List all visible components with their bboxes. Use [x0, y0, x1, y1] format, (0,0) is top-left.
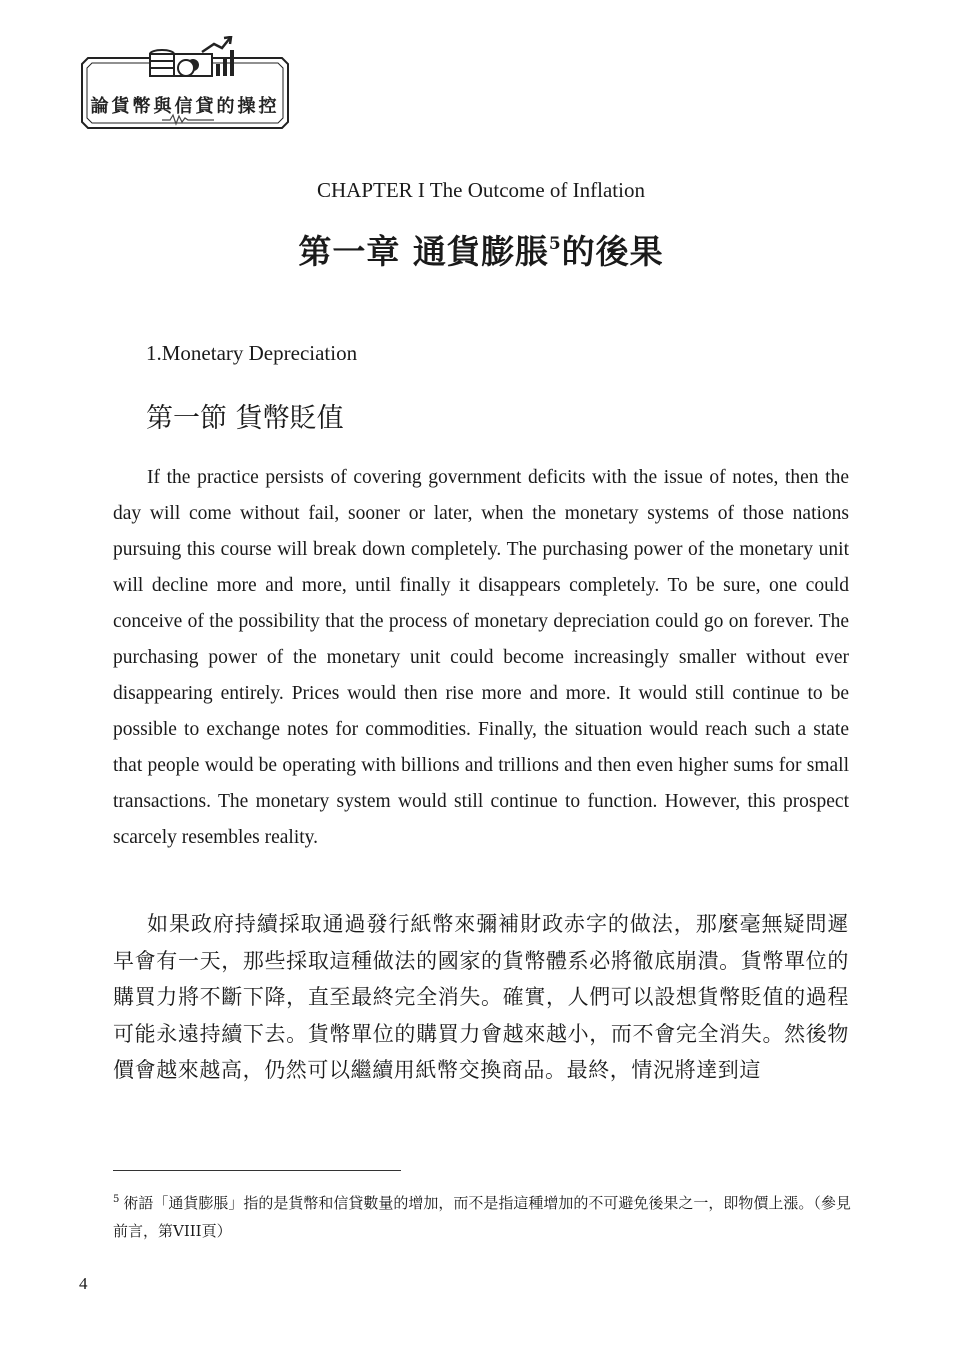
footnote-divider [113, 1170, 401, 1171]
footnote [113, 1186, 853, 1245]
chapter-title-zh-main: 第一章 通貨膨脹 [298, 232, 549, 271]
footnote-text: 術語「通貨膨脹」指的是貨幣和信貸數量的增加，而不是指這種增加的不可避免後果之一，即物價上漲。（參見前言，第VIII頁） [113, 1194, 851, 1240]
chapter-title-zh-suffix: 的後果 [561, 232, 664, 271]
section-title-en: 1.Monetary Depreciation [146, 341, 358, 365]
chapter-title-zh [0, 226, 962, 273]
body-paragraph-en: If the practice persists of covering government deficits with the issue of notes, then the day will come without fail, sooner or later, when the monetary systems of those nations pursuing this course will break down completely. The purchasing power of the monetary unit will decline more and more, until finally it disappears completely. To be sure, one could conceive of the possibility that the process of monetary depreciation could go on forever. The purchasing power of the monetary unit could become increasingly smaller without ever disappearing entirely. Prices would then rise more and more. It would still continue to be possible to exchange notes for commodities. Finally, the situation would reach such a state that people would be operating with billions and trillions and then even higher sums for small transactions. The monetary system would still continue to function. However, this prospect scarcely resembles reality. [113, 467, 849, 848]
chapter-title-en: CHAPTER I The Outcome of Inflation [317, 178, 645, 202]
footnote-reference[interactable]: 5 [548, 234, 562, 254]
book-logo [74, 36, 296, 132]
footnote-number: 5 [113, 1194, 120, 1205]
page-number: 4 [79, 1274, 88, 1293]
logo-text: 論貨幣與信貸的操控 [90, 96, 280, 117]
section-title-zh: 第一節 貨幣貶值 [146, 403, 344, 434]
body-paragraph-zh: 如果政府持續採取通過發行紙幣來彌補財政赤字的做法，那麼毫無疑問遲早會有一天，那些採取這種做法的國家的貨幣體系必將徹底崩潰。貨幣單位的購買力將不斷下降，直至最終完全消失。確實，人們可以設想貨幣貶值的過程可能永遠持續下去。貨幣單位的購買力會越來越小，而不會完全消失。然後物價會越來越高，仍然可以繼續用紙幣交換商品。最終，情況將達到這 [113, 912, 849, 1082]
